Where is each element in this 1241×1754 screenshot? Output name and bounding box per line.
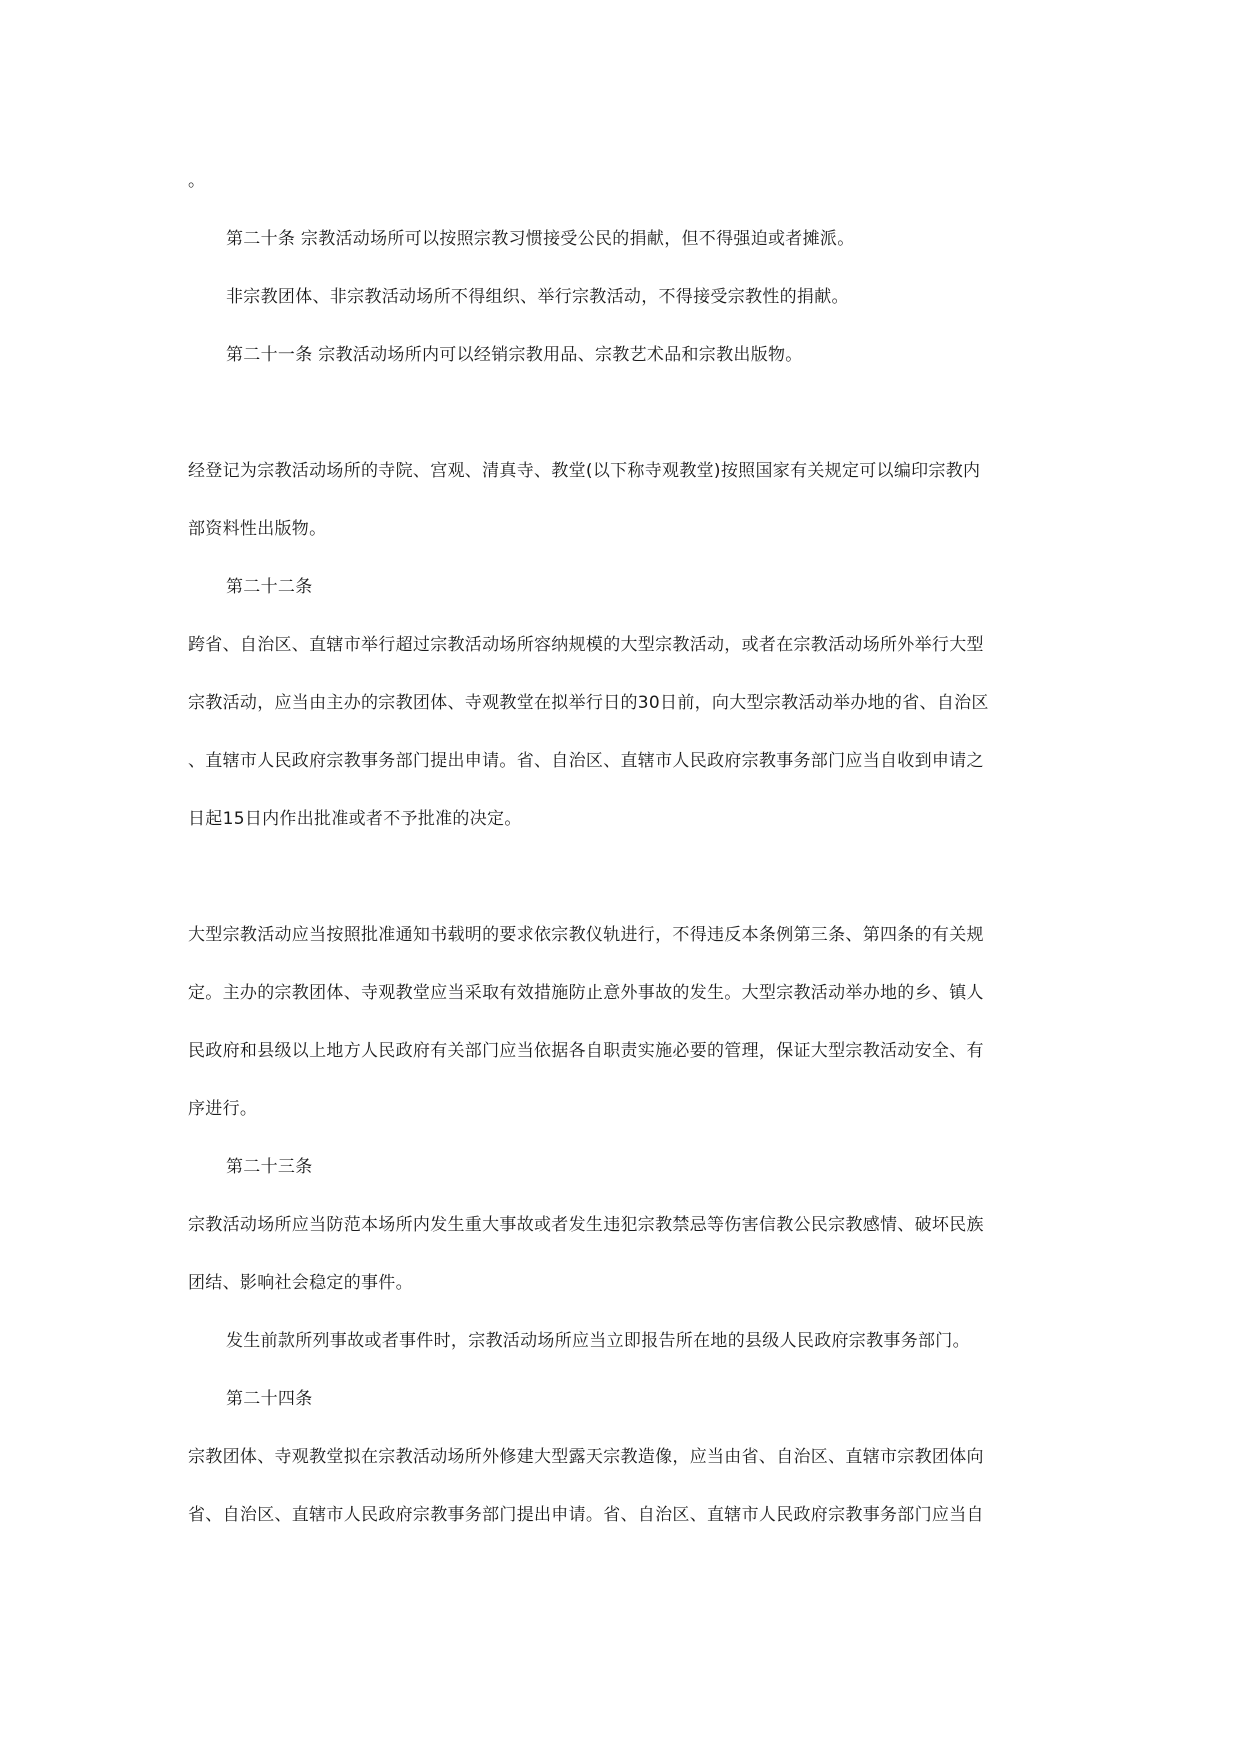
text-line: 民政府和县级以上地方人民政府有关部门应当依据各自职责实施必要的管理，保证大型宗教活动安全、有: [188, 1041, 984, 1061]
article-24-heading: 第二十四条: [226, 1389, 313, 1409]
text-line: 非宗教团体、非宗教活动场所不得组织、举行宗教活动，不得接受宗教性的捐献。: [226, 287, 849, 307]
text-line: 跨省、自治区、直辖市举行超过宗教活动场所容纳规模的大型宗教活动，或者在宗教活动场所外举行大型: [188, 635, 984, 655]
article-20-heading-line: 第二十条 宗教活动场所可以按照宗教习惯接受公民的捐献，但不得强迫或者摊派。: [226, 229, 855, 249]
text-line: 定。主办的宗教团体、寺观教堂应当采取有效措施防止意外事故的发生。大型宗教活动举办地的乡、镇人: [188, 983, 984, 1003]
text-line: 。: [188, 171, 206, 191]
text-line: 省、自治区、直辖市人民政府宗教事务部门提出申请。省、自治区、直辖市人民政府宗教事务部门应当自: [188, 1505, 984, 1525]
text-line: 团结、影响社会稳定的事件。: [188, 1273, 413, 1293]
article-22-heading: 第二十二条: [226, 577, 313, 597]
text-line: 部资料性出版物。: [188, 519, 327, 539]
text-line: 日起15日内作出批准或者不予批准的决定。: [188, 809, 522, 829]
article-21-heading-line: 第二十一条 宗教活动场所内可以经销宗教用品、宗教艺术品和宗教出版物。: [226, 345, 803, 365]
text-line: 、直辖市人民政府宗教事务部门提出申请。省、自治区、直辖市人民政府宗教事务部门应当自收到申请之: [188, 751, 984, 771]
text-line: 宗教活动场所应当防范本场所内发生重大事故或者发生违犯宗教禁忌等伤害信教公民宗教感情、破坏民族: [188, 1215, 984, 1235]
text-line: 宗教活动，应当由主办的宗教团体、寺观教堂在拟举行日的30日前，向大型宗教活动举办地的省、自治区: [188, 693, 989, 713]
article-23-heading: 第二十三条: [226, 1157, 313, 1177]
text-line: 序进行。: [188, 1099, 258, 1119]
text-line: 大型宗教活动应当按照批准通知书载明的要求依宗教仪轨进行，不得违反本条例第三条、第四条的有关规: [188, 925, 984, 945]
text-line: 宗教团体、寺观教堂拟在宗教活动场所外修建大型露天宗教造像，应当由省、自治区、直辖市宗教团体向: [188, 1447, 984, 1467]
text-line: 经登记为宗教活动场所的寺院、宫观、清真寺、教堂(以下称寺观教堂)按照国家有关规定可以编印宗教内: [188, 461, 981, 481]
text-line: 发生前款所列事故或者事件时，宗教活动场所应当立即报告所在地的县级人民政府宗教事务部门。: [226, 1331, 970, 1351]
